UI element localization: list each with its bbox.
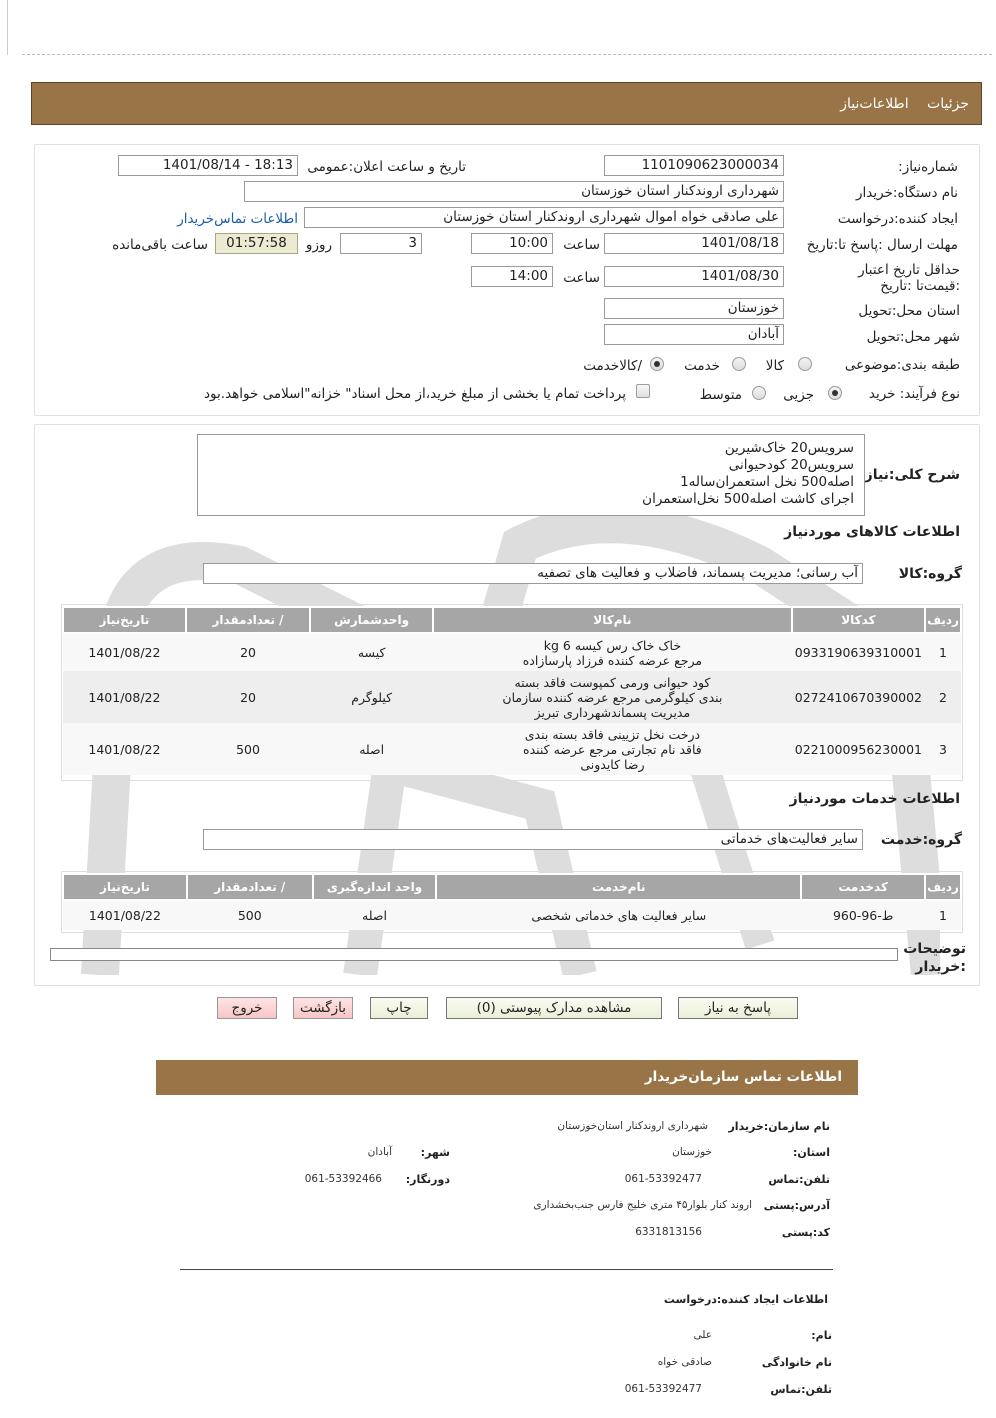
contact-section-bar: اطلاعات تماس سازمان‌خریدار	[156, 1060, 858, 1095]
goods-group-field: آب رسانی؛ مدیریت پسماند، فاضلاب و فعالیت های تصفیه	[203, 563, 863, 584]
services-col-name: نام‌خدمت	[436, 874, 801, 900]
services-row	[63, 900, 961, 930]
treasury-payment-checkbox[interactable]	[636, 384, 650, 398]
first-name-label: نام:	[811, 1329, 832, 1342]
remaining-label: ساعت باقی‌مانده	[112, 237, 208, 253]
exit-button[interactable]: خروج	[217, 997, 277, 1019]
process-medium-label: متوسط	[699, 387, 742, 403]
goods-col-date: تاریخ‌نیاز	[63, 607, 186, 633]
province-label: استان محل:تحویل	[858, 303, 960, 319]
creator-label: ایجاد کننده:درخواست	[837, 211, 958, 227]
contact-phone-label: تلفن:تماس	[768, 1173, 830, 1186]
fax-value: 061-53392466	[304, 1173, 382, 1185]
services-col-unit: واحد اندازه‌گیری	[313, 874, 437, 900]
cell-code: 0933190639310001	[792, 633, 925, 671]
cell-date: 1401/08/22	[63, 633, 186, 671]
goods-row	[63, 723, 961, 775]
services-group-field: سایر فعالیت‌های خدماتی	[203, 829, 863, 850]
buyer-notes-label: توضیحات :خریدار	[903, 941, 966, 975]
description-line: اصله500 نخل استعمران‌ساله1	[680, 474, 854, 490]
contact-phone-value: 061-53392477	[624, 1173, 702, 1185]
reply-button[interactable]: پاسخ به نیاز	[678, 997, 798, 1019]
deadline-date-field: 1401/08/18	[604, 233, 784, 254]
goods-col-unit: واحدشمارش	[310, 607, 433, 633]
tab-need-info[interactable]: اطلاعات‌نیاز	[840, 96, 909, 112]
address-label: آدرس:پستی	[763, 1199, 830, 1212]
contact-province-value: خوزستان	[672, 1146, 712, 1158]
cell-qty: 20	[186, 671, 310, 723]
goods-group-label: گروه:کالا	[898, 566, 962, 582]
services-section-title: اطلاعات خدمات موردنیاز	[789, 791, 960, 807]
fax-label: دورنگار:	[405, 1173, 450, 1186]
deadline-time-field: 10:00	[471, 233, 553, 254]
services-col-code: کدخدمت	[801, 874, 925, 900]
cell-date: 1401/08/22	[63, 900, 187, 930]
announce-field: 1401/08/14 - 18:13	[118, 155, 298, 176]
page-edge-line	[7, 0, 8, 55]
description-line: سرویس20 خاک‌شیرین	[724, 440, 854, 456]
cell-name: درخت نخل تزیینی فاقد بسته بندی فاقد نام تجارتی مرجع عرضه کننده رضا کایدونی	[433, 723, 792, 775]
cell-name: سایر فعالیت های خدماتی شخصی	[436, 900, 801, 930]
contact-divider	[180, 1269, 833, 1270]
last-name-value: صادقی خواه	[657, 1356, 712, 1368]
address-value: اروند کنار بلوار۴۵ متری خلیج فارس جنب‌بخشداری	[533, 1199, 752, 1211]
creator-field: علی صادقی خواه اموال شهرداری اروندکنار استان خوزستان	[304, 207, 784, 228]
services-group-label: گروه:خدمت	[880, 832, 962, 848]
remaining-time-field: 01:57:58	[215, 233, 298, 254]
header-bar	[31, 82, 982, 125]
cell-unit: اصله	[310, 723, 433, 775]
province-field: خوزستان	[604, 298, 784, 319]
description-label: شرح کلی:نیاز	[864, 467, 960, 483]
cell-idx: 2	[925, 671, 961, 723]
category-goods-service-label: /کالاخدمت	[583, 358, 642, 374]
cell-code: 0272410670390002	[792, 671, 925, 723]
creator-phone-value: 061-53392477	[624, 1383, 702, 1395]
services-col-idx: ردیف	[925, 874, 961, 900]
need-number-label: شماره‌نیاز:	[898, 159, 958, 175]
contact-city-label: شهر:	[420, 1146, 450, 1159]
cell-unit: اصله	[313, 900, 437, 930]
creator-phone-label: تلفن:تماس	[770, 1383, 832, 1396]
goods-col-name: نام‌کالا	[433, 607, 792, 633]
contact-city-value: آبادان	[367, 1146, 392, 1158]
process-label: نوع فرآیند: خرید	[868, 386, 960, 402]
last-name-label: نام خانوادگی	[761, 1356, 832, 1369]
postal-value: 6331813156	[635, 1226, 702, 1238]
goods-row	[63, 671, 961, 723]
cell-date: 1401/08/22	[63, 723, 186, 775]
cell-unit: کیسه	[310, 633, 433, 671]
services-col-qty: / تعدادمقدار	[187, 874, 313, 900]
category-goods-label: کالا	[765, 358, 784, 374]
tab-details[interactable]: جزئیات	[927, 96, 969, 112]
city-label: شهر محل:تحویل	[866, 329, 960, 345]
process-minor-label: جزیی	[783, 387, 814, 403]
days-field: 3	[340, 233, 422, 254]
buyer-org-label: نام دستگاه:خریدار	[855, 185, 958, 201]
top-divider	[22, 54, 992, 55]
deadline-time-label: ساعت	[563, 237, 600, 253]
description-line: سرویس20 کودحیوانی	[728, 457, 854, 473]
cell-unit: کیلوگرم	[310, 671, 433, 723]
attachments-button[interactable]: مشاهده مدارک پیوستی (0)	[446, 997, 662, 1019]
need-number-field: 1101090623000034	[604, 155, 784, 176]
cell-date: 1401/08/22	[63, 671, 186, 723]
services-col-date: تاریخ‌نیاز	[63, 874, 187, 900]
cell-qty: 500	[186, 723, 310, 775]
cell-idx: 1	[925, 900, 961, 930]
cell-idx: 1	[925, 633, 961, 671]
goods-col-qty: / تعدادمقدار	[186, 607, 310, 633]
days-label: روزو	[305, 237, 332, 253]
postal-label: کد:پستی	[781, 1226, 830, 1239]
goods-table	[62, 606, 962, 775]
back-button[interactable]: بازگشت	[293, 997, 353, 1019]
goods-section-title: اطلاعات کالاهای موردنیاز	[784, 524, 960, 540]
treasury-payment-note: پرداخت تمام یا بخشی از مبلغ خرید،از محل اسناد" خزانه"اسلامی خواهد.بود	[204, 386, 626, 402]
validity-date-field: 1401/08/30	[604, 266, 784, 287]
goods-row	[63, 633, 961, 671]
buyer-contact-link[interactable]: اطلاعات تماس‌خریدار	[177, 211, 298, 227]
org-name-label: نام سازمان:خریدار	[728, 1120, 830, 1133]
cell-name: خاک خاک رس کیسه 6 kg مرجع عرضه کننده فرزاد پارسازاده	[433, 633, 792, 671]
deadline-label: مهلت ارسال :پاسخ تا:تاریخ	[806, 237, 958, 253]
city-field: آبادان	[604, 324, 784, 345]
services-table	[62, 873, 962, 930]
creator-section-title: اطلاعات ایجاد کننده:درخواست	[663, 1293, 828, 1306]
buyer-org-field: شهرداری اروندکنار استان خوزستان	[244, 181, 784, 202]
category-goods-radio[interactable]	[798, 357, 812, 371]
goods-col-code: کدکالا	[792, 607, 925, 633]
org-name-value: شهرداری اروندکنار استان‌خوزستان	[557, 1120, 708, 1132]
first-name-value: علی	[693, 1329, 712, 1341]
cell-qty: 20	[186, 633, 310, 671]
cell-name: کود حیوانی ورمی کمپوست فاقد بسته بندی کیلوگرمی مرجع عرضه کننده سازمان مدیریت پسماندشهرداری تبریز	[433, 671, 792, 723]
category-service-radio[interactable]	[732, 357, 746, 371]
announce-label: تاریخ و ساعت اعلان:عمومی	[307, 159, 466, 175]
print-button[interactable]: چاپ	[370, 997, 428, 1019]
buyer-notes-field	[50, 948, 898, 961]
validity-time-label: ساعت	[563, 270, 600, 286]
description-box	[197, 434, 865, 516]
cell-code: 0221000956230001	[792, 723, 925, 775]
cell-code: ط-96-960	[801, 900, 925, 930]
cell-idx: 3	[925, 723, 961, 775]
cell-qty: 500	[187, 900, 313, 930]
validity-label: حداقل تاریخ اعتبار :قیمت‌تا :تاریخ	[858, 262, 960, 294]
category-service-label: خدمت	[684, 358, 720, 374]
process-medium-radio[interactable]	[752, 386, 766, 400]
goods-col-idx: ردیف	[925, 607, 961, 633]
contact-province-label: استان:	[793, 1146, 830, 1159]
description-line: اجرای کاشت اصله500 نخل‌استعمران	[642, 491, 854, 507]
validity-time-field: 14:00	[471, 266, 553, 287]
process-minor-radio[interactable]	[828, 386, 842, 400]
category-goods-service-radio[interactable]	[650, 357, 664, 371]
category-label: طبقه بندی:موضوعی	[844, 357, 960, 373]
